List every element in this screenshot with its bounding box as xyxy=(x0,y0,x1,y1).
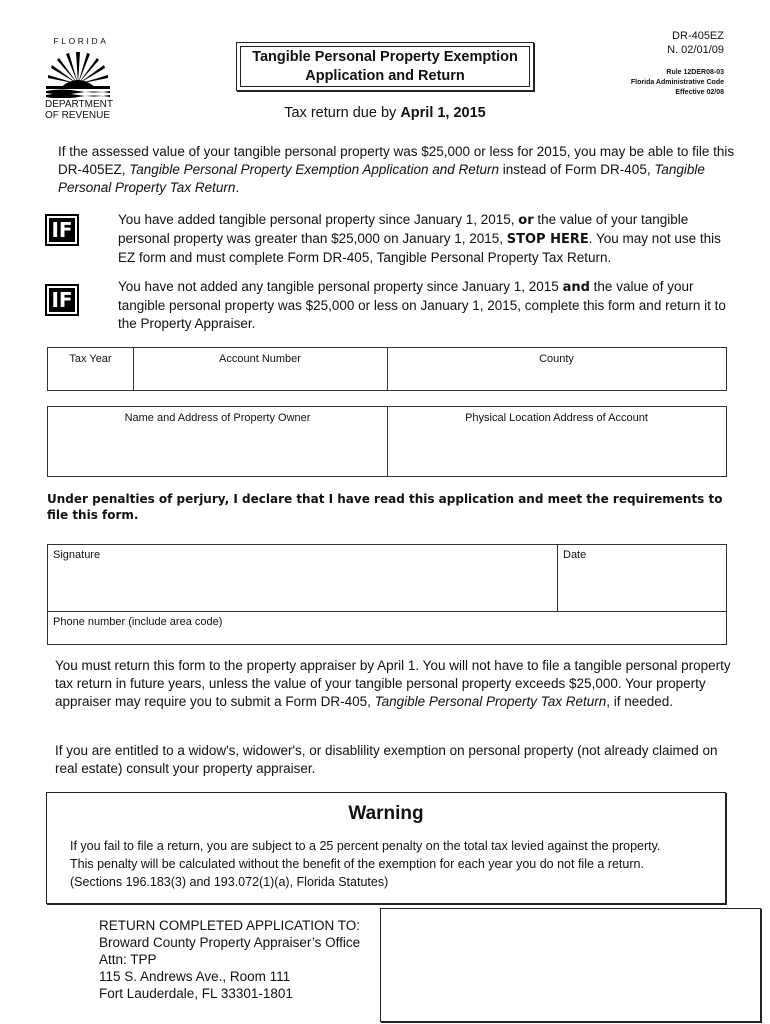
return-attn: Attn: TPP xyxy=(99,952,157,967)
condition-text: You have added tangible personal property since January 1, 2015, xyxy=(118,212,519,227)
rule-number: Rule 12DER08-03 xyxy=(666,69,724,76)
return-office: Broward County Property Appraiser’s Office xyxy=(99,935,361,950)
rule-effective: Effective 02/08 xyxy=(675,89,724,96)
tax-year-field[interactable]: Tax Year xyxy=(69,353,112,365)
address-table xyxy=(47,406,727,477)
stop-here-text: STOP HERE xyxy=(506,232,589,247)
due-date: April 1, 2015 xyxy=(400,105,486,121)
intro-text: . xyxy=(235,180,240,195)
condition-text: You have not added any tangible personal property since January 1, 2015 xyxy=(118,279,563,294)
intro-text: If the assessed value of your tangible personal property was $25,000 or less for 2015, you may be able to file this DR-405EZ, xyxy=(58,144,735,177)
perjury-statement: Under penalties of perjury, I declare that I have read this application and meet the requirements to file this form. xyxy=(47,492,723,522)
florida-sun-logo-icon xyxy=(46,48,110,98)
condition-stop xyxy=(118,211,728,267)
warning-line: If you fail to file a return, you are subject to a 25 percent penalty on the total tax levied against the property. xyxy=(70,839,661,853)
due-prefix: Tax return due by xyxy=(284,105,401,121)
form-identifier xyxy=(667,29,724,57)
due-date-line xyxy=(0,105,770,121)
condition-text: . You may not use this EZ form and must complete Form DR-405, Tangible Personal Property Tax Return. xyxy=(118,231,721,265)
owner-name-address-field[interactable]: Name and Address of Property Owner xyxy=(124,412,311,424)
return-form-title: Tangible Personal Property Tax Return xyxy=(374,694,607,709)
intro-form-title: Tangible Personal Property Exemption Application and Return xyxy=(129,162,500,177)
intro-text: instead of Form DR-405, xyxy=(499,162,655,177)
return-text: , if needed. xyxy=(606,694,674,709)
rule-code: Florida Administrative Code xyxy=(630,79,724,86)
if-badge: IF xyxy=(45,214,79,246)
warning-box xyxy=(46,792,726,904)
if-badge: IF xyxy=(45,284,79,316)
return-city: Fort Lauderdale, FL 33301-1801 xyxy=(99,986,293,1001)
warning-line: (Sections 196.183(3) and 193.072(1)(a), Florida Statutes) xyxy=(70,875,389,889)
physical-location-field[interactable]: Physical Location Address of Account xyxy=(465,412,648,424)
logo-state-text: FLORIDA xyxy=(53,36,109,46)
condition-complete xyxy=(118,278,728,333)
condition-text: the value of your tangible personal property was greater than $25,000 on January 1, 2015, xyxy=(118,212,689,246)
form-title-box xyxy=(236,42,534,91)
condition-text: the value of your tangible personal property was $25,000 or less on January 1, 2015, complete this form and return it to the Property Appraiser. xyxy=(118,279,726,331)
mailing-address-box[interactable] xyxy=(380,908,761,1022)
county-field[interactable]: County xyxy=(539,353,574,365)
form-revision: N. 02/01/09 xyxy=(667,44,724,56)
warning-line: This penalty will be calculated without the benefit of the exemption for each year you do not file a return. xyxy=(70,857,644,871)
signature-table xyxy=(47,544,727,645)
intro-form-title: Tangible Personal Property Tax Return xyxy=(58,162,705,195)
logo-dept-line2: OF REVENUE xyxy=(45,110,111,121)
exemption-note: If you are entitled to a widow's, widower's, or disablility exemption on personal property (not already claimed on real estate) consult your property appraiser. xyxy=(55,743,718,776)
date-field[interactable]: Date xyxy=(563,549,587,561)
account-number-field[interactable]: Account Number xyxy=(219,353,301,365)
return-instructions xyxy=(55,657,735,711)
warning-title: Warning xyxy=(348,803,424,824)
signature-field[interactable]: Signature xyxy=(53,549,101,561)
return-street: 115 S. Andrews Ave., Room 111 xyxy=(99,969,291,984)
logo-dept-line1: DEPARTMENT xyxy=(45,99,113,110)
form-title-line2: Application and Return xyxy=(305,67,465,84)
form-number: DR-405EZ xyxy=(672,30,724,42)
account-info-table xyxy=(47,347,727,391)
condition-or: or xyxy=(518,213,534,228)
warning-text xyxy=(70,837,710,891)
intro-paragraph xyxy=(58,143,738,197)
form-title-line1: Tangible Personal Property Exemption xyxy=(252,48,518,65)
form-rule-block xyxy=(631,68,724,98)
return-heading: RETURN COMPLETED APPLICATION TO: xyxy=(99,918,361,933)
phone-field[interactable]: Phone number (include area code) xyxy=(53,616,223,628)
return-address xyxy=(99,917,360,1002)
return-text: You must return this form to the property appraiser by April 1. You will not have to file a tangible personal property tax return in future years, unless the value of your tangible personal property exceeds $25,000. Your property appraiser may require you to submit a Form DR-405, xyxy=(55,658,731,709)
condition-and: and xyxy=(562,280,590,295)
